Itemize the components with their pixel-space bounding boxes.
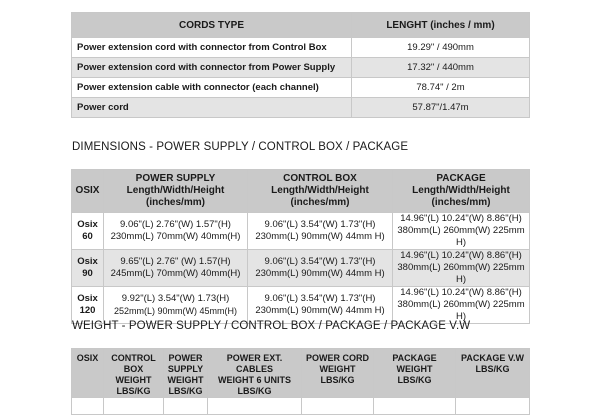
dimensions-header-row	[72, 170, 530, 213]
header-line: CONTROL BOX	[283, 173, 357, 184]
model-name: Osix	[77, 293, 98, 304]
header-line: SUPPLY	[167, 364, 204, 374]
header-line: LBS/KG	[168, 386, 203, 396]
power-supply-weight-header	[164, 349, 208, 398]
model-name: Osix	[77, 256, 98, 267]
header-line: LBS/KG	[475, 364, 510, 374]
header-line: LBS/KG	[397, 375, 432, 385]
package-weight-header	[374, 349, 456, 398]
package-dims	[393, 287, 530, 324]
header-line: POWER	[168, 353, 203, 363]
table-cell	[374, 398, 456, 415]
table-cell	[302, 398, 374, 415]
cords-table	[71, 12, 530, 118]
dimensions-title: DIMENSIONS - POWER SUPPLY / CONTROL BOX / PACKAGE	[72, 141, 409, 153]
dims-mm: 380mm(L) 260mm(W) 225mm H)	[397, 225, 525, 248]
header-line: PACKAGE WEIGHT	[392, 353, 437, 374]
package-dims	[393, 250, 530, 287]
table-row	[72, 398, 530, 415]
model-size: 120	[79, 305, 96, 316]
dims-mm: 230mm(L) 90mm(W) 44mm H)	[255, 268, 385, 279]
model-cell	[72, 213, 104, 250]
control-box-dims	[248, 250, 393, 287]
header-line: LBS/KG	[320, 375, 355, 385]
header-line: OSIX	[76, 353, 99, 363]
header-line: Length/Width/Height	[126, 185, 225, 196]
cord-type: Power extension cord with connector from Power Supply	[72, 58, 352, 78]
table-row	[72, 58, 530, 78]
dims-mm: 230mm(L) 90mm(W) 44mm H)	[255, 305, 385, 316]
cord-type: Power cord	[72, 98, 352, 118]
header-line: WEIGHT	[167, 375, 204, 385]
control-box-weight-header	[104, 349, 164, 398]
header-line: POWER SUPPLY	[135, 173, 216, 184]
header-line: Length/Width/Height	[271, 185, 369, 196]
table-row	[72, 38, 530, 58]
package-header	[393, 170, 530, 213]
dims-inches: 9.06"(L) 2.76"(W) 1.57"(H)	[120, 219, 231, 230]
table-row	[72, 250, 530, 287]
header-line: (inches/mm)	[431, 197, 491, 208]
header-line: WEIGHT	[115, 375, 152, 385]
dims-mm: 245mm(L) 70mm(W) 40mm(H)	[110, 268, 241, 279]
control-box-dims	[248, 287, 393, 324]
dimensions-table	[71, 169, 530, 324]
osix-header	[72, 349, 104, 398]
header-line: (inches/mm)	[146, 197, 205, 208]
table-cell	[456, 398, 530, 415]
model-cell	[72, 250, 104, 287]
model-cell	[72, 287, 104, 324]
table-row	[72, 98, 530, 118]
model-size: 90	[82, 268, 93, 279]
dims-mm: 230mm(L) 90mm(W) 44mm H)	[255, 231, 385, 242]
cords-header-row	[72, 13, 530, 38]
header-line: (inches/mm)	[290, 197, 350, 208]
cord-type: Power extension cord with connector from Control Box	[72, 38, 352, 58]
dims-inches: 14.96"(L) 10.24"(W) 8.86"(H)	[400, 250, 522, 261]
dims-inches: 14.96"(L) 10.24"(W) 8.86"(H)	[400, 213, 522, 224]
header-line: LBS/KG	[237, 386, 272, 396]
dims-inches: 14.96"(L) 10.24"(W) 8.86"(H)	[400, 287, 522, 298]
dims-mm: 380mm(L) 260mm(W) 225mm H)	[397, 299, 525, 322]
control-box-dims	[248, 213, 393, 250]
cord-length: 17.32" / 440mm	[352, 58, 530, 78]
header-line: PACKAGE V.W	[460, 353, 524, 363]
header-line: POWER CORD	[306, 353, 369, 363]
cord-length: 19.29" / 490mm	[352, 38, 530, 58]
header-line: POWER EXT. CABLES	[226, 353, 283, 374]
power-supply-dims	[104, 287, 248, 324]
table-cell	[72, 398, 104, 415]
power-ext-cables-weight-header	[208, 349, 302, 398]
dims-mm: 252mm(L) 90mm(W) 45mm(H)	[113, 306, 237, 316]
table-row	[72, 213, 530, 250]
header-line: Length/Width/Height	[412, 185, 510, 196]
dims-inches: 9.06"(L) 3.54"(W) 1.73"(H)	[264, 256, 376, 267]
model-name: Osix	[77, 219, 98, 230]
table-cell	[104, 398, 164, 415]
header-line: LBS/KG	[116, 386, 151, 396]
cords-length-header: LENGHT (inches / mm)	[352, 13, 530, 38]
power-supply-header	[104, 170, 248, 213]
power-cord-weight-header	[302, 349, 374, 398]
dims-inches: 9.92"(L) 3.54"(W) 1.73(H)	[121, 293, 230, 304]
table-cell	[164, 398, 208, 415]
table-row	[72, 287, 530, 324]
dims-inches: 9.06"(L) 3.54"(W) 1.73"(H)	[264, 293, 376, 304]
header-line: BOX	[123, 364, 144, 374]
header-line: WEIGHT	[319, 364, 356, 374]
osix-header: OSIX	[72, 170, 104, 213]
model-size: 60	[82, 231, 93, 242]
cords-type-header: CORDS TYPE	[72, 13, 352, 38]
package-vw-header	[456, 349, 530, 398]
cord-type: Power extension cable with connector (each channel)	[72, 78, 352, 98]
weight-table	[71, 348, 530, 415]
header-line: PACKAGE	[436, 173, 486, 184]
control-box-header	[248, 170, 393, 213]
cord-length: 78.74" / 2m	[352, 78, 530, 98]
power-supply-dims	[104, 250, 248, 287]
header-line: WEIGHT 6 UNITS	[217, 375, 291, 385]
dims-inches: 9.06"(L) 3.54"(W) 1.73"(H)	[264, 219, 376, 230]
weight-title: WEIGHT - POWER SUPPLY / CONTROL BOX / PACKAGE / PACKAGE V.W	[72, 320, 471, 332]
dims-inches: 9.65"(L) 2.76" (W) 1.57(H)	[120, 256, 231, 267]
cord-length: 57.87"/1.47m	[352, 98, 530, 118]
weight-header-row	[72, 349, 530, 398]
dims-mm: 230mm(L) 70mm(W) 40mm(H)	[110, 231, 241, 242]
dims-mm: 380mm(L) 260mm(W) 225mm H)	[397, 262, 525, 285]
package-dims	[393, 213, 530, 250]
table-row	[72, 78, 530, 98]
power-supply-dims	[104, 213, 248, 250]
header-line: CONTROL	[111, 353, 156, 363]
table-cell	[208, 398, 302, 415]
